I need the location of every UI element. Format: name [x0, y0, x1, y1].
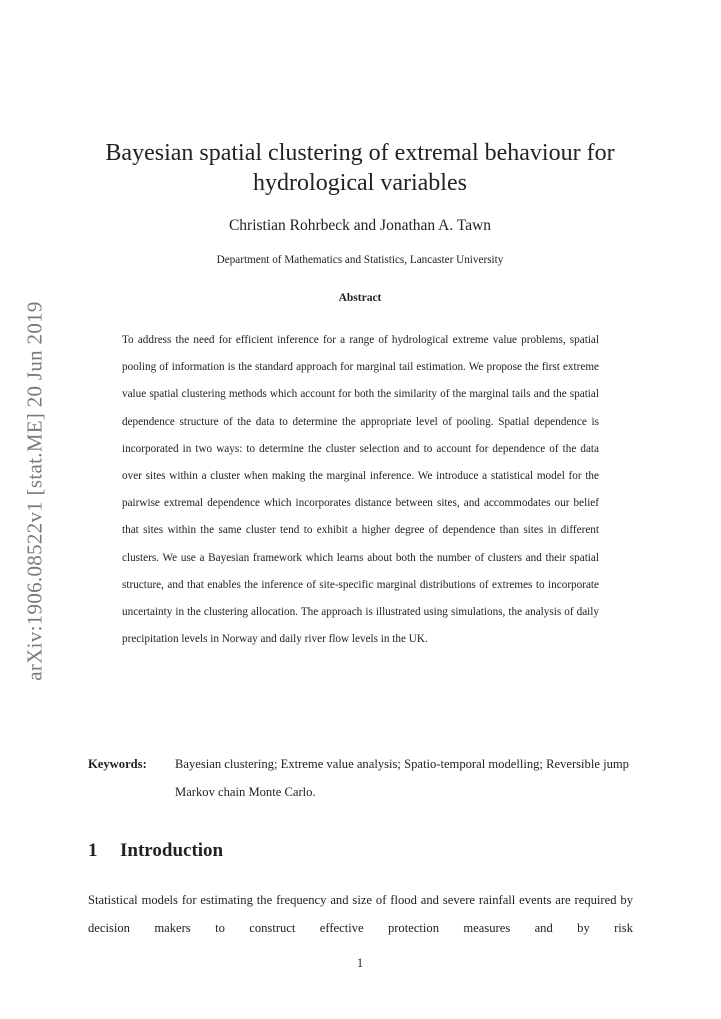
page-number: 1 [356, 956, 364, 970]
paper-title: Bayesian spatial clustering of extremal behaviour for hydrological variables [105, 140, 615, 196]
abstract-heading: Abstract [338, 292, 382, 304]
paper-affiliation: Department of Mathematics and Statistics, Lancaster University [216, 254, 504, 266]
introduction-paragraph: Statistical models for estimating the frequency and size of flood and severe rainfall events are required by decision makers to construct effective protection measures and by risk [88, 893, 633, 935]
keywords-label: Keywords: [88, 757, 147, 771]
abstract-text: To address the need for efficient inference for a range of hydrological extreme value problems, spatial pooling of information is the standard approach for marginal tail estimation. We propose the first extreme value spatial clustering methods which account for both the similarity of the marginal tails and the spatial dependence structure of the data to determine the appropriate level of pooling. Spatial dependence is incorporated in two ways: to determine the cluster selection and to account for dependence of the data over sites within a cluster when making the marginal inference. We introduce a statistical model for the pairwise extremal dependence which incorporates distance between sites, and accommodates our belief that sites within the same cluster tend to exhibit a higher degree of dependence than sites in different clusters. We use a Bayesian framework which learns about both the number of clusters and their spatial structure, and that enables the inference of site-specific marginal distributions of extremes to incorporate uncertainty in the clustering allocation. The approach is illustrated using simulations, the analysis of daily precipitation levels in Norway and daily river flow levels in the UK. [122, 334, 599, 646]
keywords-block [88, 750, 633, 806]
keywords-text: Bayesian clustering; Extreme value analysis; Spatio-temporal modelling; Reversible jump Markov chain Monte Carlo. [175, 757, 629, 799]
section-heading-introduction [88, 840, 223, 862]
section-title: Introduction [120, 840, 224, 861]
paper-authors: Christian Rohrbeck and Jonathan A. Tawn [228, 217, 492, 234]
section-number: 1 [88, 840, 98, 861]
arxiv-stamp: arXiv:1906.08522v1 [stat.ME] 20 Jun 2019 [22, 301, 47, 681]
